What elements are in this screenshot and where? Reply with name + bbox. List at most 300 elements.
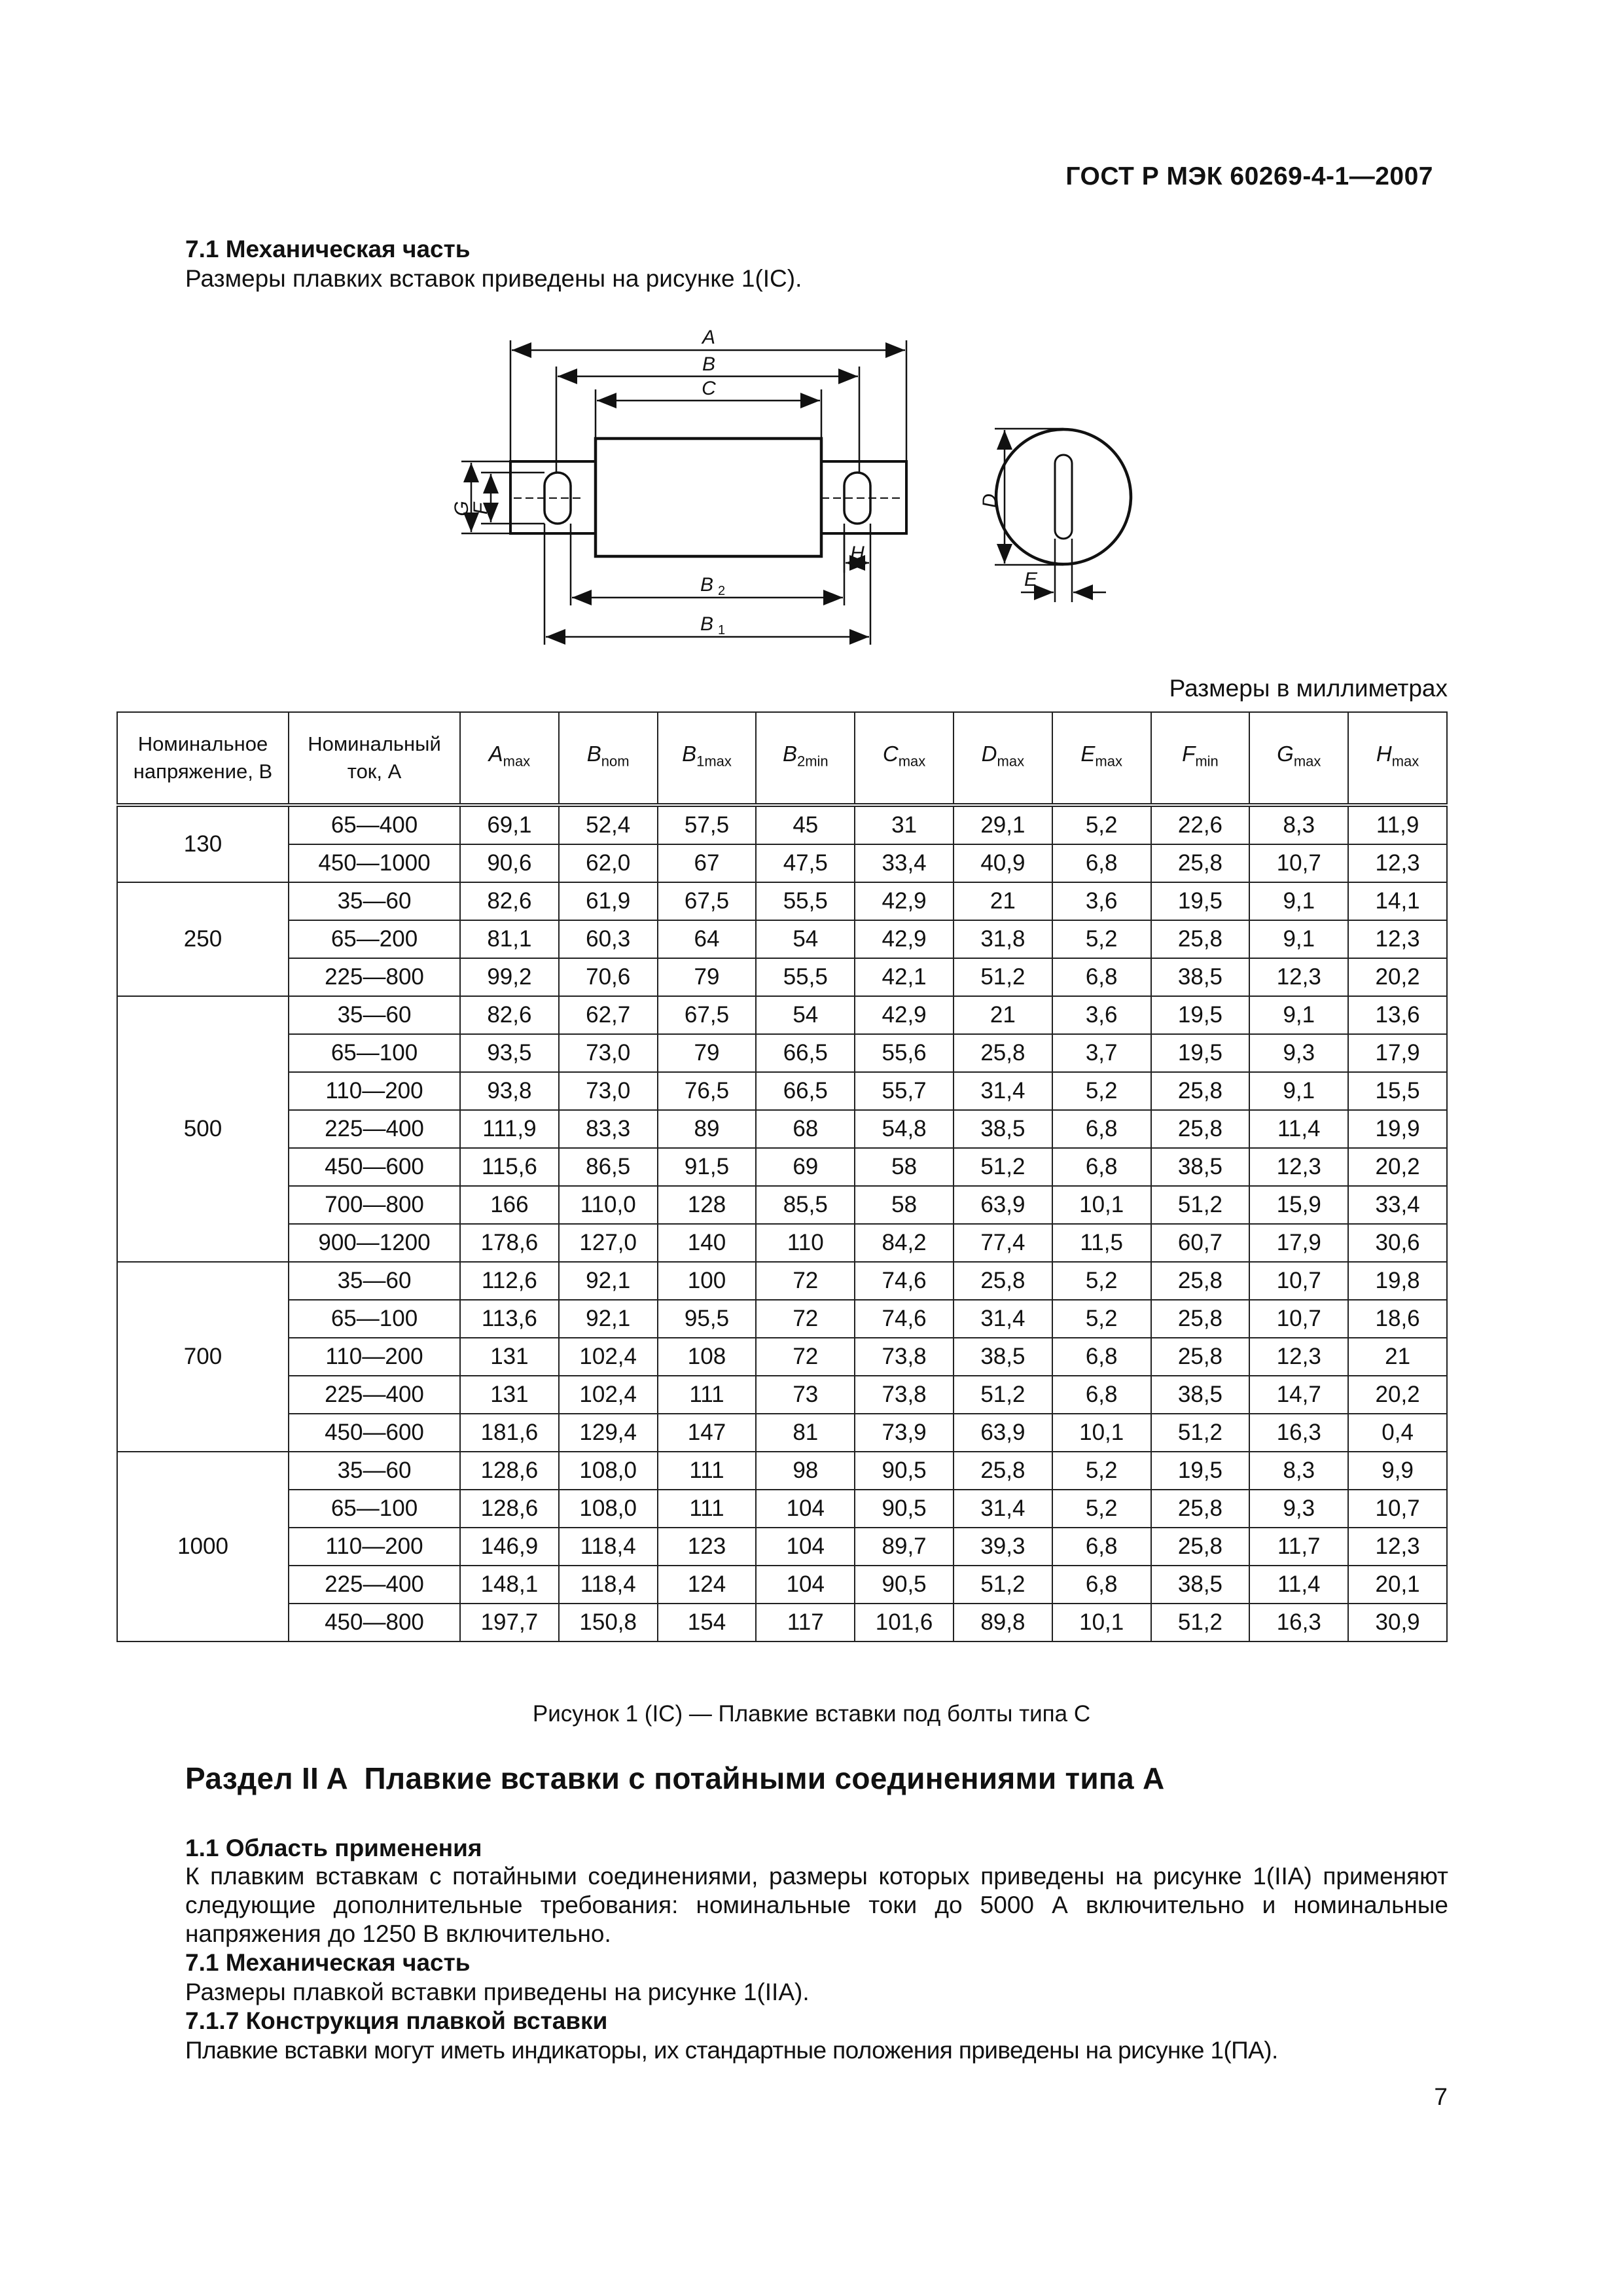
value-cell: 58 [855, 1186, 954, 1224]
value-cell: 89 [658, 1110, 757, 1148]
value-cell: 128,6 [460, 1452, 559, 1490]
value-cell: 93,8 [460, 1072, 559, 1110]
value-cell: 19,5 [1151, 1452, 1250, 1490]
value-cell: 76,5 [658, 1072, 757, 1110]
value-cell: 12,3 [1348, 920, 1447, 958]
table-header-row [117, 712, 1447, 805]
value-cell: 69,1 [460, 805, 559, 844]
value-cell: 31,8 [954, 920, 1052, 958]
value-cell: 25,8 [1151, 1110, 1250, 1148]
value-cell: 11,5 [1052, 1224, 1151, 1262]
value-cell: 128,6 [460, 1490, 559, 1528]
value-cell: 15,5 [1348, 1072, 1447, 1110]
value-cell: 100 [658, 1262, 757, 1300]
label-F: F [470, 502, 491, 515]
section-7-1b-text: Размеры плавкой вставки приведены на рисунке 1(IIA). [185, 1979, 810, 2005]
value-cell: 110,0 [559, 1186, 658, 1224]
value-cell: 74,6 [855, 1300, 954, 1338]
value-cell: 12,3 [1249, 958, 1348, 996]
value-cell: 11,4 [1249, 1110, 1348, 1148]
value-cell: 14,7 [1249, 1376, 1348, 1414]
value-cell: 74,6 [855, 1262, 954, 1300]
current-cell: 65—100 [289, 1300, 460, 1338]
value-cell: 9,9 [1348, 1452, 1447, 1490]
value-cell: 25,8 [1151, 1490, 1250, 1528]
section-7-1-heading: 7.1 Механическая часть [185, 236, 471, 262]
value-cell: 131 [460, 1376, 559, 1414]
value-cell: 64 [658, 920, 757, 958]
value-cell: 91,5 [658, 1148, 757, 1186]
value-cell: 25,8 [1151, 1300, 1250, 1338]
voltage-cell: 250 [117, 882, 289, 996]
value-cell: 18,6 [1348, 1300, 1447, 1338]
value-cell: 111 [658, 1376, 757, 1414]
value-cell: 166 [460, 1186, 559, 1224]
dimension-labels [451, 327, 1038, 637]
value-cell: 58 [855, 1148, 954, 1186]
document-header: ГОСТ Р МЭК 60269-4-1—2007 [1065, 162, 1433, 190]
value-cell: 112,6 [460, 1262, 559, 1300]
fuse-drawing [419, 324, 1152, 658]
header-h-max: $H_{max}$ [1348, 712, 1447, 805]
value-cell: 39,3 [954, 1528, 1052, 1566]
value-cell: 16,3 [1249, 1604, 1348, 1641]
value-cell: 92,1 [559, 1300, 658, 1338]
header-b2-min: $B_{2min}$ [756, 712, 855, 805]
value-cell: 45 [756, 805, 855, 844]
value-cell: 89,7 [855, 1528, 954, 1566]
value-cell: 6,8 [1052, 1376, 1151, 1414]
table-row [117, 1452, 1447, 1490]
current-cell: 900—1200 [289, 1224, 460, 1262]
value-cell: 104 [756, 1528, 855, 1566]
value-cell: 6,8 [1052, 1566, 1151, 1604]
value-cell: 25,8 [1151, 1528, 1250, 1566]
table-row [117, 1490, 1447, 1528]
label-B1-sub: 1 [718, 623, 726, 637]
table-row [117, 1300, 1447, 1338]
value-cell: 68 [756, 1110, 855, 1148]
value-cell: 57,5 [658, 805, 757, 844]
value-cell: 5,2 [1052, 920, 1151, 958]
value-cell: 31,4 [954, 1072, 1052, 1110]
value-cell: 104 [756, 1566, 855, 1604]
value-cell: 42,9 [855, 996, 954, 1034]
value-cell: 9,3 [1249, 1034, 1348, 1072]
value-cell: 118,4 [559, 1566, 658, 1604]
value-cell: 67,5 [658, 996, 757, 1034]
value-cell: 42,9 [855, 920, 954, 958]
value-cell: 82,6 [460, 996, 559, 1034]
current-cell: 35—60 [289, 882, 460, 920]
value-cell: 5,2 [1052, 1300, 1151, 1338]
value-cell: 146,9 [460, 1528, 559, 1566]
value-cell: 111 [658, 1452, 757, 1490]
value-cell: 38,5 [954, 1110, 1052, 1148]
header-e-max: $E_{max}$ [1052, 712, 1151, 805]
value-cell: 54,8 [855, 1110, 954, 1148]
label-B: B [702, 353, 716, 375]
dimension-lines [461, 340, 906, 645]
value-cell: 10,1 [1052, 1186, 1151, 1224]
current-cell: 35—60 [289, 1262, 460, 1300]
value-cell: 22,6 [1151, 805, 1250, 844]
value-cell: 123 [658, 1528, 757, 1566]
value-cell: 73,8 [855, 1338, 954, 1376]
value-cell: 60,7 [1151, 1224, 1250, 1262]
value-cell: 9,1 [1249, 882, 1348, 920]
current-cell: 35—60 [289, 996, 460, 1034]
value-cell: 3,6 [1052, 882, 1151, 920]
value-cell: 20,2 [1348, 958, 1447, 996]
value-cell: 19,5 [1151, 1034, 1250, 1072]
value-cell: 10,7 [1249, 844, 1348, 882]
value-cell: 8,3 [1249, 805, 1348, 844]
table-row [117, 1110, 1447, 1148]
value-cell: 104 [756, 1490, 855, 1528]
value-cell: 55,6 [855, 1034, 954, 1072]
value-cell: 13,6 [1348, 996, 1447, 1034]
value-cell: 21 [954, 882, 1052, 920]
value-cell: 47,5 [756, 844, 855, 882]
table-row [117, 1186, 1447, 1224]
value-cell: 9,1 [1249, 920, 1348, 958]
value-cell: 101,6 [855, 1604, 954, 1641]
voltage-cell: 700 [117, 1262, 289, 1452]
value-cell: 10,7 [1249, 1300, 1348, 1338]
value-cell: 6,8 [1052, 1148, 1151, 1186]
table-row [117, 805, 1447, 844]
section-7-1b-heading: 7.1 Механическая часть [185, 1949, 471, 1976]
value-cell: 3,6 [1052, 996, 1151, 1034]
table-row [117, 1262, 1447, 1300]
value-cell: 11,7 [1249, 1528, 1348, 1566]
value-cell: 51,2 [1151, 1604, 1250, 1641]
value-cell: 154 [658, 1604, 757, 1641]
value-cell: 12,3 [1249, 1148, 1348, 1186]
value-cell: 62,7 [559, 996, 658, 1034]
table-row [117, 1034, 1447, 1072]
header-voltage: Номинальное напряжение, В [117, 712, 289, 805]
section-7-1-7-text: Плавкие вставки могут иметь индикаторы, их стандартные положения приведены на рисунке 1(ПА). [185, 2037, 1278, 2064]
voltage-cell: 1000 [117, 1452, 289, 1641]
value-cell: 140 [658, 1224, 757, 1262]
value-cell: 8,3 [1249, 1452, 1348, 1490]
value-cell: 9,1 [1249, 996, 1348, 1034]
current-cell: 450—600 [289, 1414, 460, 1452]
value-cell: 0,4 [1348, 1414, 1447, 1452]
value-cell: 31,4 [954, 1490, 1052, 1528]
value-cell: 113,6 [460, 1300, 559, 1338]
current-cell: 110—200 [289, 1528, 460, 1566]
value-cell: 6,8 [1052, 1110, 1151, 1148]
current-cell: 65—200 [289, 920, 460, 958]
value-cell: 60,3 [559, 920, 658, 958]
table-row [117, 920, 1447, 958]
value-cell: 73,0 [559, 1034, 658, 1072]
value-cell: 124 [658, 1566, 757, 1604]
value-cell: 66,5 [756, 1072, 855, 1110]
value-cell: 52,4 [559, 805, 658, 844]
label-D: D [979, 493, 1001, 508]
current-cell: 225—800 [289, 958, 460, 996]
value-cell: 16,3 [1249, 1414, 1348, 1452]
header-b-nom: $B_{nom}$ [559, 712, 658, 805]
value-cell: 67 [658, 844, 757, 882]
value-cell: 25,8 [1151, 920, 1250, 958]
value-cell: 25,8 [1151, 1072, 1250, 1110]
value-cell: 90,5 [855, 1452, 954, 1490]
value-cell: 31,4 [954, 1300, 1052, 1338]
value-cell: 66,5 [756, 1034, 855, 1072]
value-cell: 5,2 [1052, 1262, 1151, 1300]
current-cell: 110—200 [289, 1072, 460, 1110]
value-cell: 90,6 [460, 844, 559, 882]
value-cell: 55,7 [855, 1072, 954, 1110]
value-cell: 25,8 [1151, 1338, 1250, 1376]
table-row [117, 1148, 1447, 1186]
value-cell: 42,9 [855, 882, 954, 920]
section-title: Раздел II A Плавкие вставки с потайными соединениями типа А [185, 1761, 1165, 1795]
value-cell: 108,0 [559, 1490, 658, 1528]
header-b1-max: $B_{1max}$ [658, 712, 757, 805]
value-cell: 51,2 [1151, 1186, 1250, 1224]
value-cell: 93,5 [460, 1034, 559, 1072]
header-f-min: $F_{min}$ [1151, 712, 1250, 805]
table-row [117, 996, 1447, 1034]
value-cell: 11,4 [1249, 1566, 1348, 1604]
current-cell: 450—600 [289, 1148, 460, 1186]
value-cell: 127,0 [559, 1224, 658, 1262]
table-row [117, 958, 1447, 996]
value-cell: 72 [756, 1262, 855, 1300]
value-cell: 72 [756, 1338, 855, 1376]
value-cell: 90,5 [855, 1490, 954, 1528]
current-cell: 700—800 [289, 1186, 460, 1224]
value-cell: 5,2 [1052, 1490, 1151, 1528]
value-cell: 89,8 [954, 1604, 1052, 1641]
value-cell: 129,4 [559, 1414, 658, 1452]
value-cell: 115,6 [460, 1148, 559, 1186]
value-cell: 102,4 [559, 1338, 658, 1376]
label-B1: B [700, 613, 714, 635]
section-7-1-text: Размеры плавких вставок приведены на рисунке 1(IC). [185, 265, 802, 292]
fuse-end-view [995, 429, 1131, 602]
label-B2-sub: 2 [718, 584, 726, 598]
table-row [117, 1224, 1447, 1262]
value-cell: 9,3 [1249, 1490, 1348, 1528]
label-E: E [1024, 569, 1038, 590]
value-cell: 20,2 [1348, 1376, 1447, 1414]
value-cell: 99,2 [460, 958, 559, 996]
value-cell: 77,4 [954, 1224, 1052, 1262]
value-cell: 12,3 [1348, 844, 1447, 882]
value-cell: 10,7 [1348, 1490, 1447, 1528]
value-cell: 3,7 [1052, 1034, 1151, 1072]
value-cell: 73,8 [855, 1376, 954, 1414]
value-cell: 86,5 [559, 1148, 658, 1186]
header-g-max: $G_{max}$ [1249, 712, 1348, 805]
table-body [117, 805, 1447, 1641]
current-cell: 225—400 [289, 1376, 460, 1414]
value-cell: 67,5 [658, 882, 757, 920]
value-cell: 82,6 [460, 882, 559, 920]
value-cell: 73,0 [559, 1072, 658, 1110]
header-c-max: $C_{max}$ [855, 712, 954, 805]
value-cell: 181,6 [460, 1414, 559, 1452]
value-cell: 12,3 [1348, 1528, 1447, 1566]
value-cell: 62,0 [559, 844, 658, 882]
value-cell: 81,1 [460, 920, 559, 958]
value-cell: 95,5 [658, 1300, 757, 1338]
value-cell: 25,8 [954, 1452, 1052, 1490]
current-cell: 225—400 [289, 1566, 460, 1604]
value-cell: 51,2 [954, 958, 1052, 996]
value-cell: 33,4 [1348, 1186, 1447, 1224]
value-cell: 6,8 [1052, 1338, 1151, 1376]
value-cell: 108,0 [559, 1452, 658, 1490]
value-cell: 30,6 [1348, 1224, 1447, 1262]
value-cell: 14,1 [1348, 882, 1447, 920]
value-cell: 6,8 [1052, 844, 1151, 882]
value-cell: 38,5 [1151, 958, 1250, 996]
value-cell: 5,2 [1052, 805, 1151, 844]
label-B2: B [700, 574, 714, 596]
value-cell: 131 [460, 1338, 559, 1376]
value-cell: 110 [756, 1224, 855, 1262]
label-H: H [850, 543, 865, 564]
current-cell: 35—60 [289, 1452, 460, 1490]
current-cell: 65—400 [289, 805, 460, 844]
table-row [117, 1604, 1447, 1641]
value-cell: 102,4 [559, 1376, 658, 1414]
header-d-max: $D_{max}$ [954, 712, 1052, 805]
value-cell: 111,9 [460, 1110, 559, 1148]
value-cell: 33,4 [855, 844, 954, 882]
value-cell: 30,9 [1348, 1604, 1447, 1641]
value-cell: 6,8 [1052, 1528, 1151, 1566]
units-note: Размеры в миллиметрах [1169, 675, 1448, 702]
table-row [117, 1376, 1447, 1414]
value-cell: 54 [756, 920, 855, 958]
value-cell: 147 [658, 1414, 757, 1452]
value-cell: 12,3 [1249, 1338, 1348, 1376]
value-cell: 15,9 [1249, 1186, 1348, 1224]
table-row [117, 1338, 1447, 1376]
value-cell: 38,5 [1151, 1376, 1250, 1414]
header-current: Номинальный ток, А [289, 712, 460, 805]
value-cell: 69 [756, 1148, 855, 1186]
value-cell: 70,6 [559, 958, 658, 996]
value-cell: 72 [756, 1300, 855, 1338]
value-cell: 21 [1348, 1338, 1447, 1376]
value-cell: 73 [756, 1376, 855, 1414]
value-cell: 85,5 [756, 1186, 855, 1224]
value-cell: 25,8 [954, 1262, 1052, 1300]
value-cell: 21 [954, 996, 1052, 1034]
value-cell: 11,9 [1348, 805, 1447, 844]
value-cell: 83,3 [559, 1110, 658, 1148]
current-cell: 450—1000 [289, 844, 460, 882]
current-cell: 65—100 [289, 1490, 460, 1528]
value-cell: 81 [756, 1414, 855, 1452]
value-cell: 117 [756, 1604, 855, 1641]
value-cell: 42,1 [855, 958, 954, 996]
value-cell: 17,9 [1249, 1224, 1348, 1262]
table-row [117, 1528, 1447, 1566]
value-cell: 17,9 [1348, 1034, 1447, 1072]
value-cell: 51,2 [954, 1376, 1052, 1414]
value-cell: 63,9 [954, 1414, 1052, 1452]
value-cell: 108 [658, 1338, 757, 1376]
value-cell: 19,9 [1348, 1110, 1447, 1148]
value-cell: 19,5 [1151, 996, 1250, 1034]
current-cell: 65—100 [289, 1034, 460, 1072]
value-cell: 51,2 [1151, 1414, 1250, 1452]
label-A: A [702, 327, 716, 348]
value-cell: 150,8 [559, 1604, 658, 1641]
value-cell: 40,9 [954, 844, 1052, 882]
value-cell: 25,8 [1151, 1262, 1250, 1300]
value-cell: 128 [658, 1186, 757, 1224]
value-cell: 61,9 [559, 882, 658, 920]
value-cell: 31 [855, 805, 954, 844]
value-cell: 5,2 [1052, 1452, 1151, 1490]
current-cell: 225—400 [289, 1110, 460, 1148]
value-cell: 51,2 [954, 1566, 1052, 1604]
value-cell: 10,1 [1052, 1414, 1151, 1452]
value-cell: 38,5 [1151, 1148, 1250, 1186]
dimensions-table [116, 711, 1448, 1642]
value-cell: 5,2 [1052, 1072, 1151, 1110]
label-C: C [702, 378, 716, 399]
section-1-1-text: К плавким вставкам с потайными соединениями, размеры которых приведены на рисунке 1(IIA) применяют следующие дополнительные требования: номинальные токи до 5000 А включительно и номинальные напряжения до 1250 В включительно. [185, 1863, 1448, 1947]
value-cell: 38,5 [954, 1338, 1052, 1376]
value-cell: 54 [756, 996, 855, 1034]
voltage-cell: 500 [117, 996, 289, 1262]
value-cell: 55,5 [756, 958, 855, 996]
label-G: G [451, 501, 473, 516]
value-cell: 20,1 [1348, 1566, 1447, 1604]
value-cell: 29,1 [954, 805, 1052, 844]
value-cell: 63,9 [954, 1186, 1052, 1224]
value-cell: 79 [658, 1034, 757, 1072]
value-cell: 118,4 [559, 1528, 658, 1566]
section-1-1-heading: 1.1 Область применения [185, 1835, 482, 1861]
section-7-1-7-heading: 7.1.7 Конструкция плавкой вставки [185, 2007, 608, 2034]
value-cell: 148,1 [460, 1566, 559, 1604]
value-cell: 111 [658, 1490, 757, 1528]
current-cell: 450—800 [289, 1604, 460, 1641]
value-cell: 6,8 [1052, 958, 1151, 996]
voltage-cell: 130 [117, 805, 289, 882]
value-cell: 178,6 [460, 1224, 559, 1262]
value-cell: 84,2 [855, 1224, 954, 1262]
value-cell: 90,5 [855, 1566, 954, 1604]
value-cell: 25,8 [1151, 844, 1250, 882]
value-cell: 38,5 [1151, 1566, 1250, 1604]
value-cell: 20,2 [1348, 1148, 1447, 1186]
value-cell: 51,2 [954, 1148, 1052, 1186]
value-cell: 10,1 [1052, 1604, 1151, 1641]
value-cell: 92,1 [559, 1262, 658, 1300]
table-row [117, 1566, 1447, 1604]
table-row [117, 1414, 1447, 1452]
header-a-max: $A_{max}$ [460, 712, 559, 805]
value-cell: 19,8 [1348, 1262, 1447, 1300]
value-cell: 197,7 [460, 1604, 559, 1641]
value-cell: 79 [658, 958, 757, 996]
